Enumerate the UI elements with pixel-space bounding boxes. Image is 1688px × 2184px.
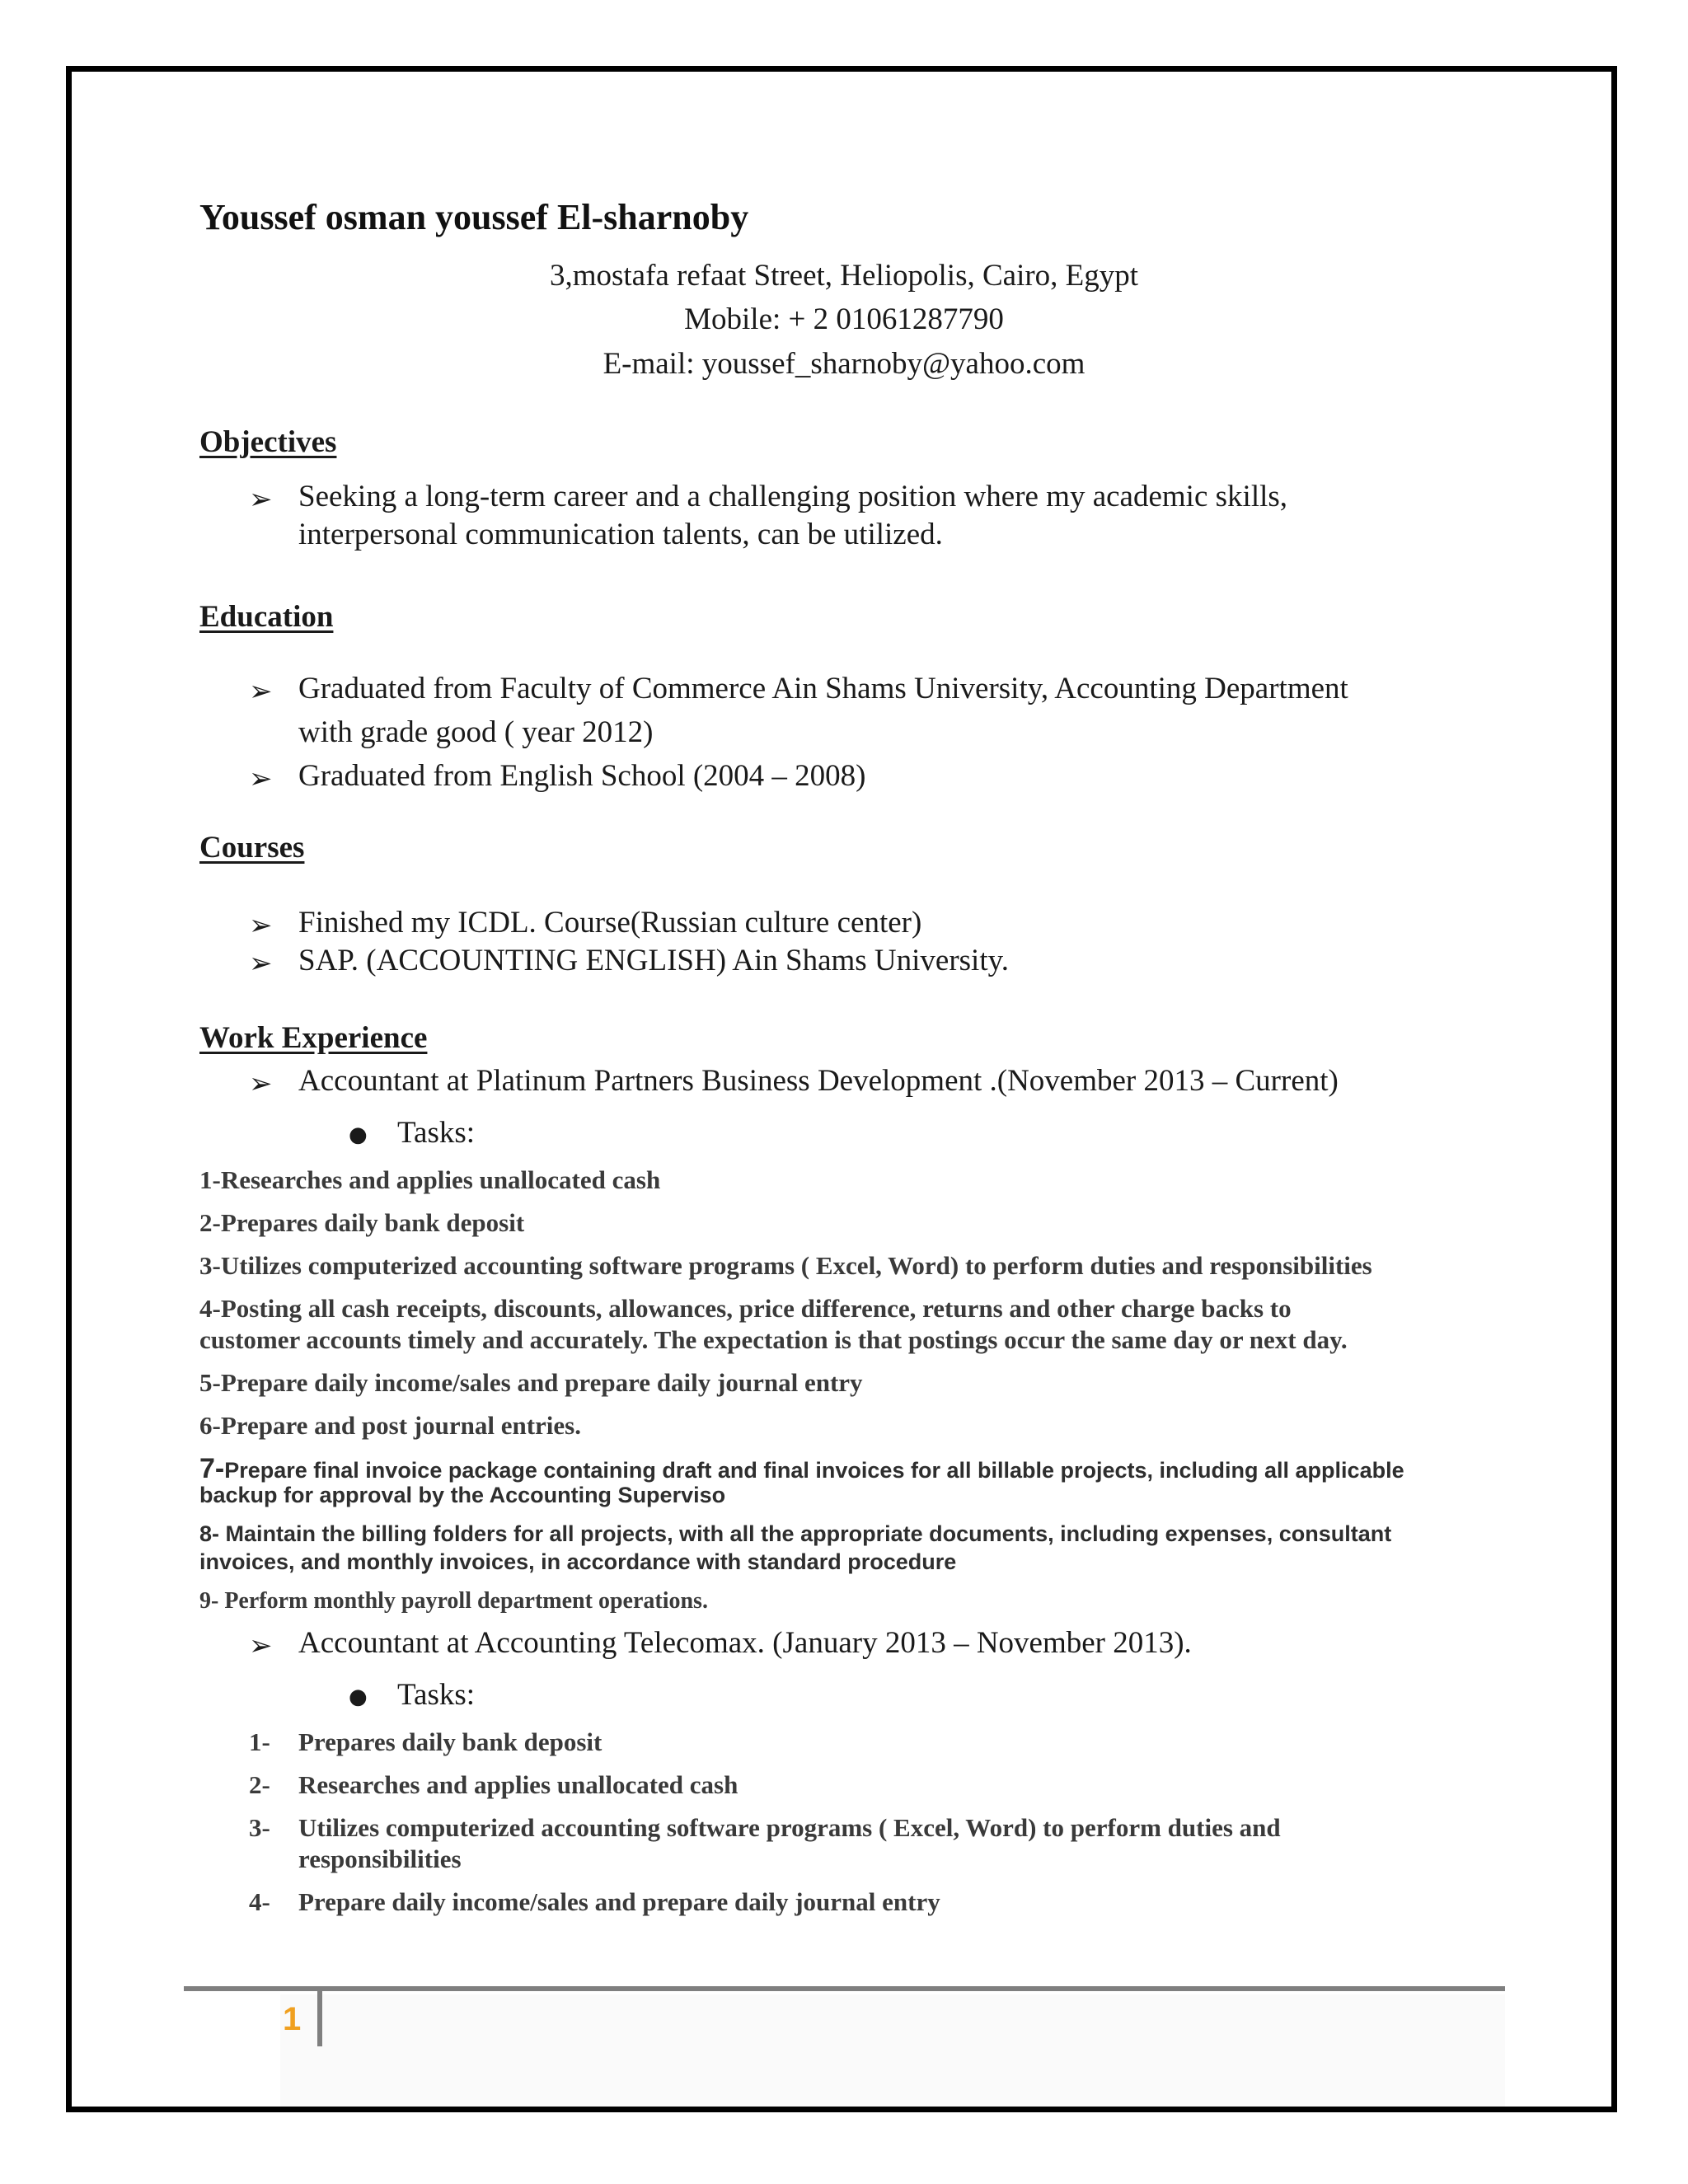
arrow-bullet-icon: ➢ (249, 1629, 273, 1662)
footer-rule (184, 1986, 1505, 1991)
mobile-line: Mobile: + 2 01061287790 (684, 302, 1004, 336)
job-1-task-4-line1: 4-Posting all cash receipts, discounts, allowances, price difference, returns and other charge backs to (199, 1294, 1292, 1323)
job-1-task-5: 5-Prepare daily income/sales and prepare daily journal entry (199, 1368, 863, 1397)
job-1-task-9: 9- Perform monthly payroll department operations. (199, 1588, 708, 1614)
candidate-name: Youssef osman youssef El-sharnoby (199, 197, 749, 237)
education-item-2: Graduated from English School (2004 – 2008) (298, 759, 866, 793)
courses-heading: Courses (199, 831, 305, 865)
job-2-task-3-line2: responsibilities (298, 1844, 462, 1873)
task-7-text: Prepare final invoice package containing draft and final invoices for all billable projects, including all applicable (224, 1458, 1404, 1483)
job-1-task-8-line1: 8- Maintain the billing folders for all projects, with all the appropriate documents, including expenses, consultant (199, 1521, 1392, 1546)
arrow-bullet-icon: ➢ (249, 909, 273, 942)
objectives-heading: Objectives (199, 425, 337, 459)
email-line: E-mail: youssef_sharnoby@yahoo.com (603, 347, 1085, 381)
footer-divider (317, 1989, 322, 2046)
arrow-bullet-icon: ➢ (249, 762, 273, 795)
job-1-task-6: 6-Prepare and post journal entries. (199, 1411, 581, 1440)
job-1-task-7-line2: backup for approval by the Accounting Superviso (199, 1483, 726, 1507)
job-2-task-4-number: 4- (249, 1887, 270, 1916)
job-2-task-2: Researches and applies unallocated cash (298, 1770, 738, 1799)
education-item-1-line1: Graduated from Faculty of Commerce Ain Shams University, Accounting Department (298, 672, 1348, 705)
dot-bullet-icon: ● (349, 1122, 368, 1147)
arrow-bullet-icon: ➢ (249, 947, 273, 980)
education-heading: Education (199, 600, 334, 634)
task-7-number: 7- (199, 1453, 225, 1484)
job-2-task-3-line1: Utilizes computerized accounting software programs ( Excel, Word) to perform duties and (298, 1813, 1281, 1842)
objective-text-line1: Seeking a long-term career and a challenging position where my academic skills, (298, 480, 1288, 513)
footer-shade (280, 1994, 1505, 2107)
job-1-tasks-label: Tasks: (397, 1116, 476, 1150)
job-1-task-2: 2-Prepares daily bank deposit (199, 1208, 525, 1237)
job-1-task-4-line2: customer accounts timely and accurately. The expectation is that postings occur the same day or next day. (199, 1325, 1348, 1354)
work-experience-heading: Work Experience (199, 1021, 428, 1055)
job-1-title: Accountant at Platinum Partners Business Development .(November 2013 – Current) (298, 1064, 1339, 1098)
job-2-task-3-number: 3- (249, 1813, 270, 1842)
job-1-task-7-line1 (199, 1453, 1404, 1485)
objective-text-line2: interpersonal communication talents, can be utilized. (298, 518, 943, 551)
job-2-title: Accountant at Accounting Telecomax. (January 2013 – November 2013). (298, 1626, 1192, 1660)
dot-bullet-icon: ● (349, 1685, 368, 1709)
job-2-task-2-number: 2- (249, 1770, 270, 1799)
arrow-bullet-icon: ➢ (249, 675, 273, 708)
education-item-1-line2: with grade good ( year 2012) (298, 715, 654, 749)
address-line: 3,mostafa refaat Street, Heliopolis, Cairo, Egypt (549, 259, 1139, 293)
job-2-tasks-label: Tasks: (397, 1678, 476, 1712)
page-number: 1 (283, 2001, 302, 2037)
arrow-bullet-icon: ➢ (249, 1067, 273, 1100)
job-1-task-8-line2: invoices, and monthly invoices, in accordance with standard procedure (199, 1549, 957, 1574)
course-item-1: Finished my ICDL. Course(Russian culture center) (298, 906, 922, 940)
job-1-task-3: 3-Utilizes computerized accounting software programs ( Excel, Word) to perform duties and responsibilities (199, 1251, 1372, 1280)
job-2-task-4: Prepare daily income/sales and prepare daily journal entry (298, 1887, 940, 1916)
job-2-task-1: Prepares daily bank deposit (298, 1727, 603, 1756)
job-1-task-1: 1-Researches and applies unallocated cash (199, 1165, 661, 1194)
course-item-2: SAP. (ACCOUNTING ENGLISH) Ain Shams University. (298, 944, 1009, 977)
arrow-bullet-icon: ➢ (249, 483, 273, 516)
job-2-task-1-number: 1- (249, 1727, 270, 1756)
